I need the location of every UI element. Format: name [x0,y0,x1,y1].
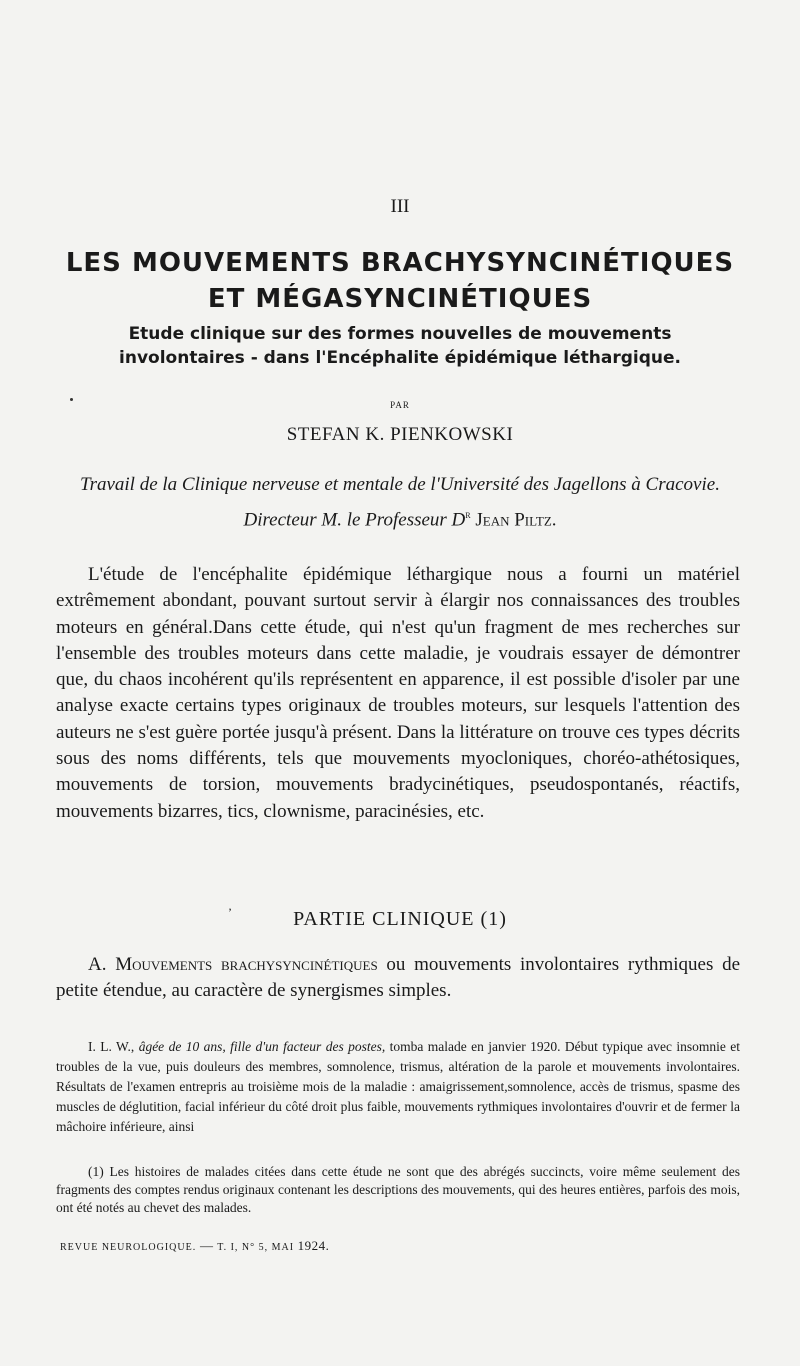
case-report [56,1037,740,1137]
journal-footer [60,1238,740,1254]
section-a-heading: Mouvements brachysyncinétiques [115,954,378,975]
footnote [56,1163,740,1217]
article-title-line-2: ET MÉGASYNCINÉTIQUES [207,284,593,314]
journal-year: 1924. [297,1238,330,1253]
intro-text: L'étude de l'encéphalite épidémique léthargique nous a fourni un matériel extrêmement abondant, pouvant surtout servir à élargir nos connaissances des troubles moteurs en général.Dans cette étude, qui n'est qu'un fragment de mes recherches sur l'ensemble des troubles moteurs dans cette maladie, je voudrais essayer de démontrer que, du chaos incohérent qu'ils représentent en apparence, il est possible d'isoler par une analyse exacte certains types originaux de troubles moteurs, sur lesquels l'attention des auteurs ne s'est guère portée jusqu'à présent. Dans la littérature on trouve ces types décrits sous des noms différents, tels que mouvements myocloniques, choréo-athétosiques, mouvements de torsion, mouvements bradycinétiques, pseudospontanés, réactifs, mouvements bizarres, tics, clownisme, paracinésies, etc. [56,564,740,822]
affiliation-text: Travail de la Clinique nerveuse et mentale de l'Université des Jagellons à Cracovie. Directeur M. le Professeur D [80,474,720,531]
section-a [56,952,740,1004]
intro-paragraph [56,562,740,825]
footnote-text: (1) Les histoires de malades citées dans cette étude ne sont que des abrégés succincts, voire même seulement des fragments des comptes rendus originaux contenant les descriptions des mouvements, qui des heures entières, parfois des mois, ont été notés au chevet des malades. [56,1164,740,1215]
case-id: I. L. W., [88,1039,135,1054]
case-text: tomba malade en janvier 1920. Début typique avec insomnie et troubles de la vue, puis douleurs des membres, somnolence, trismus, altération de la parole et mouvements involontaires. Résultats de l'examen entrepris au troisième mois de la maladie : amaigrissement,somnolence, accès de trismus, spasme des muscles de déglutition, facial inférieur du côté droit plus faible, mouvements rythmiques involontaires d'ouvrir et de fermer la mâchoire inférieure, ainsi [56,1039,740,1134]
affiliation-name: Jean Piltz. [470,509,557,531]
article-title-line-1: LES MOUVEMENTS BRACHYSYNCINÉTIQUES [65,248,735,278]
journal-tome: T. I, N° 5, [217,1242,269,1253]
section-title: PARTIE CLINIQUE (1) [293,908,507,930]
section-a-text: ou mouvements involontaires rythmiques de petite étendue, au caractère de synergismes simples. [56,954,741,1001]
stray-mark: ’ [228,905,232,919]
affiliation [62,470,738,535]
affiliation-sup: r [465,509,471,521]
article-subtitle: Etude clinique sur des formes nouvelles de mouvements involontaires - dans l'Encéphalite épidémique léthargique. [119,324,681,368]
byline-par: PAR [390,400,410,410]
journal-name: REVUE NEUROLOGIQUE. [60,1242,197,1253]
case-patient: âgée de 10 ans, fille d'un facteur des postes, [134,1039,386,1054]
journal-month: MAI [268,1242,298,1253]
chapter-number: III [390,196,410,217]
author-name: STEFAN K. PIENKOWSKI [286,424,514,445]
footer-sep: — [196,1238,218,1253]
section-a-letter: A. [88,954,107,975]
